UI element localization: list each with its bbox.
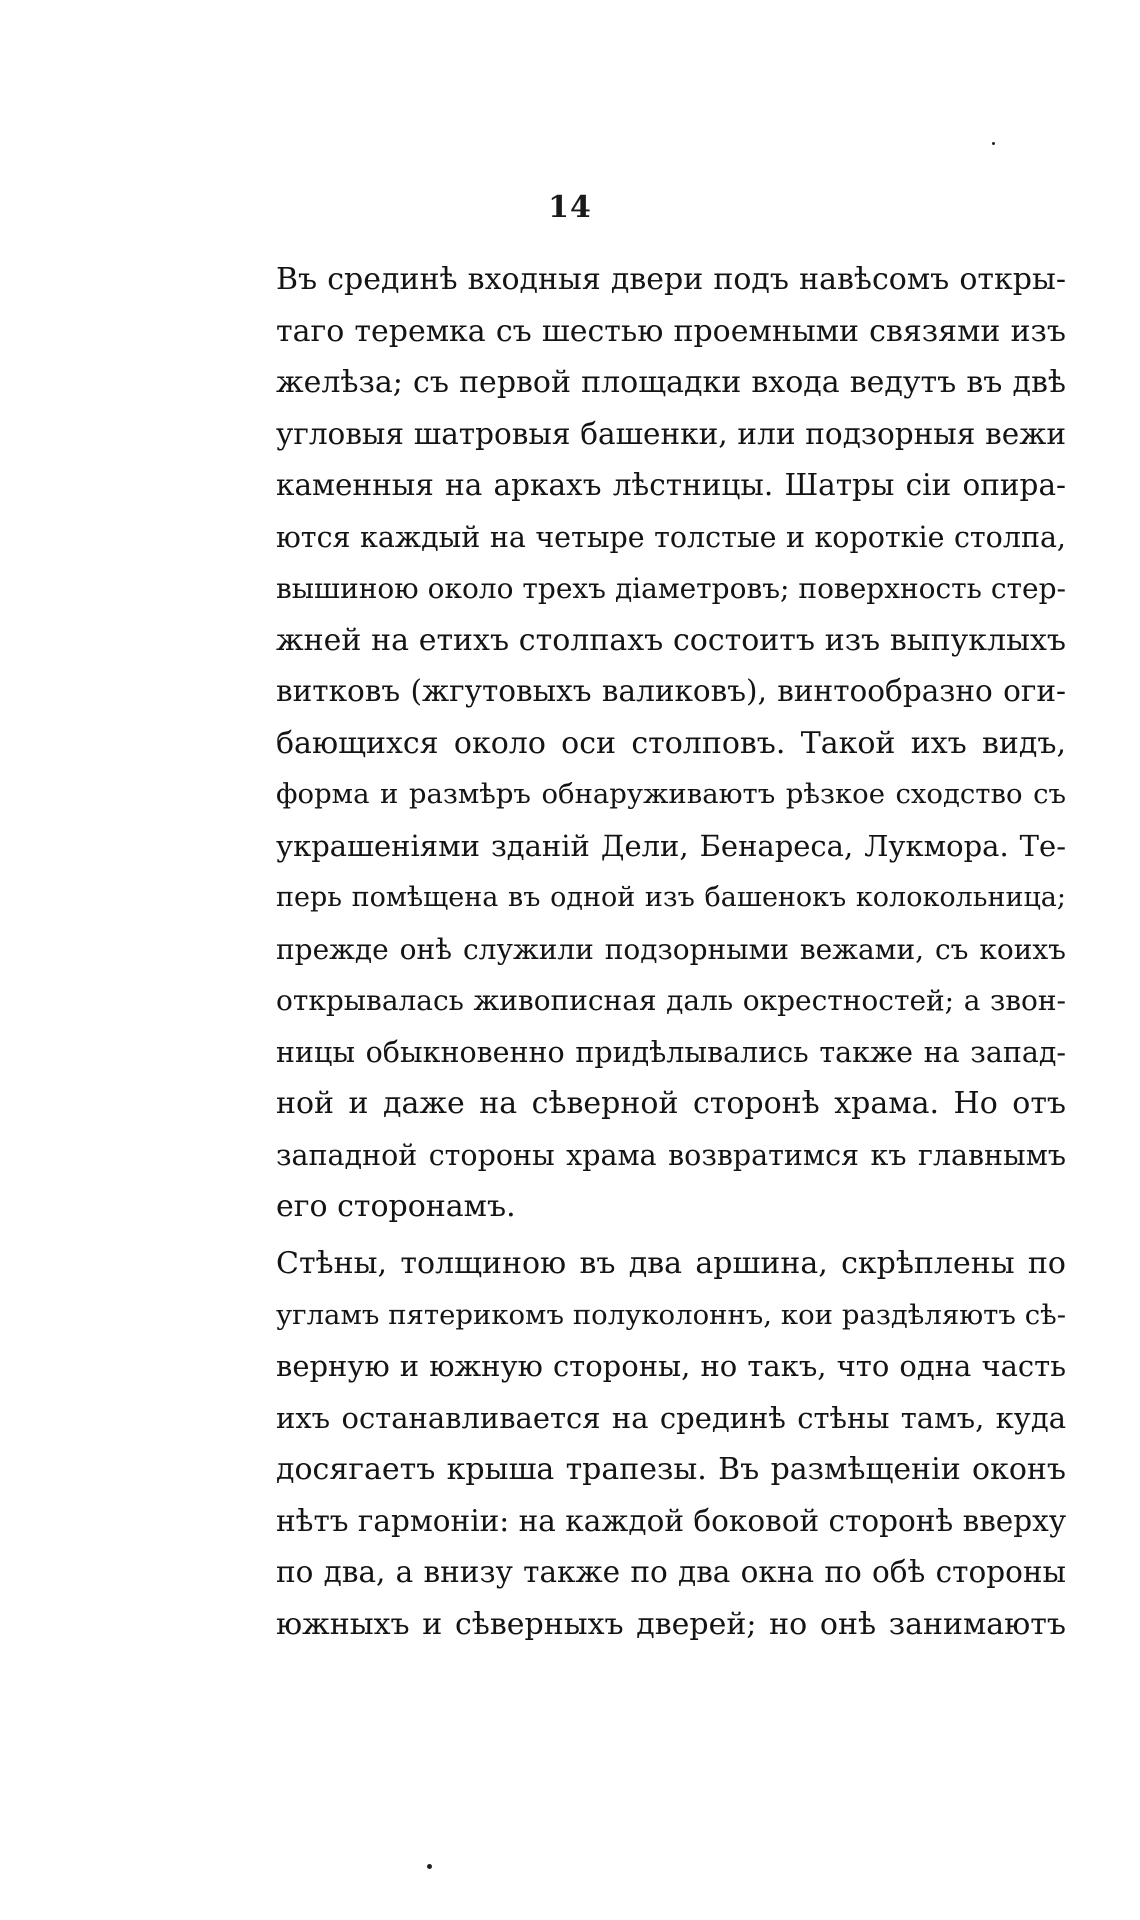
text-line: бающихся около оси столповъ. Такой ихъ видъ, [276,725,1066,761]
text-line: верную и южную стороны, но такъ, что одна часть [276,1349,1066,1383]
text-line: каменныя на аркахъ лѣстницы. Шатры сіи опира- [276,468,1066,502]
text-line: форма и размѣръ обнаруживаютъ рѣзкое сходство съ [276,778,1066,810]
text-line: открывалась живописная даль окрестностей; а звон- [276,984,1066,1017]
scan-speck [992,142,995,145]
page-number: 14 [548,190,592,225]
text-line: витковъ (жгутовыхъ валиковъ), винтообразно оги- [276,674,1066,708]
text-line: ются каждый на четыре толстые и короткіе столпа, [276,520,1066,554]
text-line: таго теремка съ шестью проемными связями изъ [276,313,1066,349]
text-line: ницы обыкновенно придѣлывались также на запад- [276,1035,1066,1069]
text-line: нѣтъ гармоніи: на каждой боковой сторонѣ вверху [276,1503,1067,1538]
text-line: прежде онѣ служили подзорными вежами, съ коихъ [276,932,1066,966]
text-line: его сторонамъ. [276,1189,516,1224]
text-line: перь помѣщена въ одной изъ башенокъ колокольница; [276,882,1066,913]
scan-speck [427,1864,432,1869]
text-line: угловыя шатровыя башенки, или подзорныя вежи [276,416,1066,451]
text-line: угламъ пятерикомъ полуколоннъ, кои раздѣляютъ сѣ- [276,1298,1066,1331]
paragraph-1 [276,254,1066,1233]
text-line: досягаетъ крыша трапезы. Въ размѣщеніи оконъ [276,1452,1066,1487]
text-line: южныхъ и сѣверныхъ дверей; но онѣ занимаютъ [276,1606,1066,1642]
text-line: западной стороны храма возвратимся къ главнымъ [276,1138,1066,1172]
text-line: ной и даже на сѣверной сторонѣ храма. Но отъ [276,1086,1066,1121]
paragraph-2 [276,1238,1066,1650]
text-line: украшеніями зданій Дели, Бенареса, Лукмора. Те- [276,828,1066,863]
text-line: по два, а внизу также по два окна по обѣ стороны [276,1555,1066,1589]
text-line: жней на етихъ столпахъ состоитъ изъ выпуклыхъ [276,622,1066,658]
text-line: Стѣны, толщиною въ два аршина, скрѣплены по [276,1246,1066,1281]
text-line: Въ срединѣ входныя двери подъ навѣсомъ откры- [276,262,1066,297]
text-line: желѣза; съ первой площадки входа ведутъ въ двѣ [276,365,1066,400]
text-line: ихъ останавливается на срединѣ стѣны тамъ, куда [276,1400,1066,1435]
text-line: вышиною около трехъ діаметровъ; поверхность стер- [276,572,1066,605]
